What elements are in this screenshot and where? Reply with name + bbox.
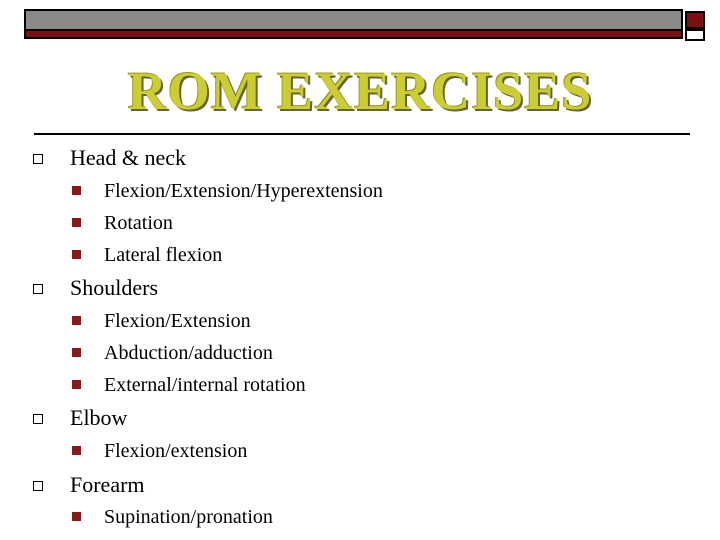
list-item: Flexion/Extension — [104, 310, 251, 332]
list-item: Flexion/extension — [104, 440, 248, 462]
section-heading: Forearm — [70, 472, 145, 497]
filled-square-bullet-icon — [72, 186, 81, 195]
filled-square-bullet-icon — [72, 316, 81, 325]
hollow-square-bullet-icon — [33, 414, 43, 424]
filled-square-bullet-icon — [72, 512, 81, 521]
section-heading: Head & neck — [70, 145, 187, 170]
section-heading: Elbow — [70, 405, 128, 430]
section-heading: Shoulders — [70, 275, 158, 300]
list-item: Abduction/adduction — [104, 342, 273, 364]
filled-square-bullet-icon — [72, 218, 81, 227]
hollow-square-bullet-icon — [33, 284, 43, 294]
list-item: Rotation — [104, 212, 173, 234]
hollow-square-bullet-icon — [33, 154, 43, 164]
hollow-square-bullet-icon — [33, 481, 43, 491]
list-item: Flexion/Extension/Hyperextension — [104, 180, 383, 202]
filled-square-bullet-icon — [72, 446, 81, 455]
list-item: External/internal rotation — [104, 374, 306, 396]
filled-square-bullet-icon — [72, 380, 81, 389]
list-item: Lateral flexion — [104, 244, 223, 266]
slide-title: ROM EXERCISES — [127, 61, 593, 121]
filled-square-bullet-icon — [72, 348, 81, 357]
list-item: Supination/pronation — [104, 506, 273, 528]
filled-square-bullet-icon — [72, 250, 81, 259]
